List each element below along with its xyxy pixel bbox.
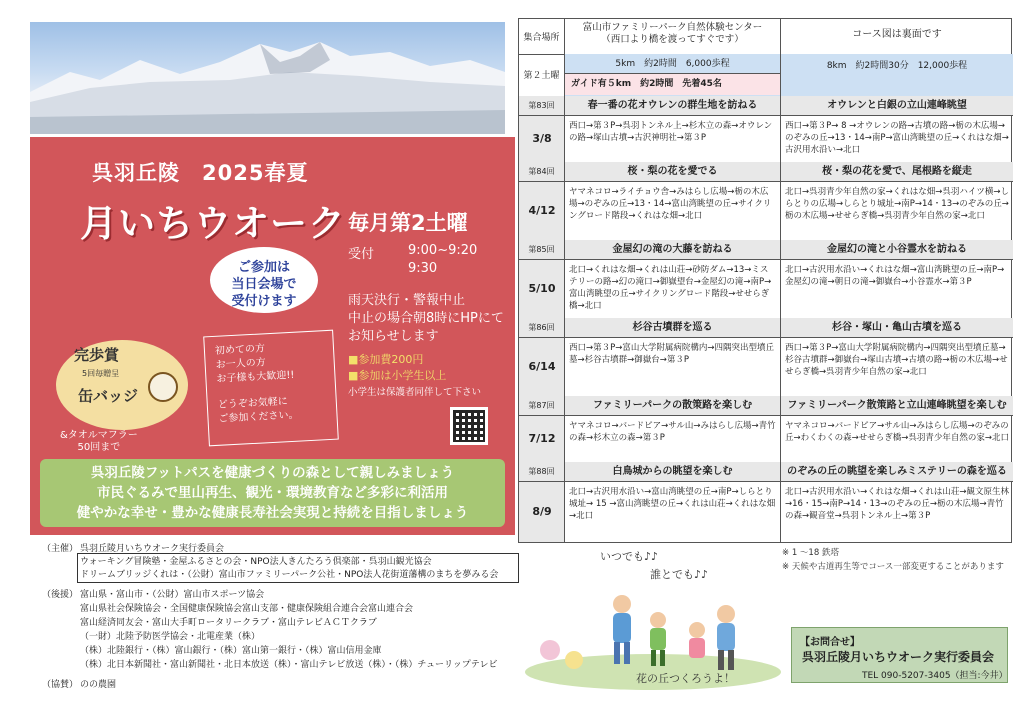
theme-8km: 金屋幻の滝と小谷霊水を訪ねる [781, 240, 1013, 260]
inquiry-org: 呉羽丘陵月いちウオーク実行委員会 [802, 650, 995, 664]
theme-5km: 桜・梨の花を愛でる [565, 162, 780, 182]
note-line: 初めての方 [214, 343, 266, 357]
theme-5km: 金屋幻の滝の大藤を訪ねる [565, 240, 780, 260]
rain-notice: お知らせします [348, 329, 439, 344]
route-8km-cell [781, 240, 1013, 318]
route-8km: 北口→古沢用水沿い→くれはな畑→くれは山荘→観文原生林→16・15→南P→14・13→のぞみの丘→栃の木広場→青竹の森→観音堂→呉羽トンネル上→第３P [785, 487, 1009, 521]
towel-line: 50回まで [77, 442, 121, 453]
age-limit: ■参加は小学生以上 [348, 369, 447, 382]
poster-subtitle: 呉羽丘陵 2025春夏 [92, 161, 309, 185]
schedule-row [518, 96, 1012, 162]
route-8km: 北口→呉羽青少年自然の家→くれはな畑→呉羽ハイツ横→しらとりの広場→しらとり城址→南P→14・13→のぞみの丘→栃の木広場→せせらぎ橋→呉羽青少年自然の家→北口 [785, 187, 1009, 221]
route-8km-cell [781, 462, 1013, 542]
qr-code[interactable] [450, 407, 488, 445]
supporter: （株）北日本新聞社・富山新聞社・北日本放送（株）・富山テレビ放送（株）・（株）チューリップテレビ [80, 660, 498, 670]
award-sub: 5回毎贈呈 [82, 369, 120, 378]
mission-box [40, 459, 505, 527]
speech-text: 誰とでも♪♪ [650, 568, 709, 581]
walk-number: 第85回 [519, 240, 564, 260]
note-line: どうぞお気軽に [217, 396, 289, 411]
route-5km-cell [565, 396, 781, 462]
host-label: （主催） [42, 544, 79, 554]
schedule-row [518, 462, 1012, 542]
award-title: 完歩賞 [74, 346, 120, 364]
route-5km-cell [565, 240, 781, 318]
towel-line: &タオルマフラー [60, 430, 138, 441]
mission-line: 呉羽丘陵フットパスを健康づくりの森として親しみましょう [90, 465, 455, 481]
mountain-photo [30, 22, 505, 134]
onsite-registration-bubble [210, 247, 318, 313]
award-badge-ellipse [56, 340, 188, 430]
route-8km-cell [781, 396, 1013, 462]
divider [518, 542, 1012, 543]
route-5km: 北口→古沢用水沿い→富山湾眺望の丘→南P→しらとり城址→ 15 →富山湾眺望の丘→くれは山荘→くれはな畑→北口 [569, 487, 776, 521]
theme-5km: ファミリーパークの散策路を楽しむ [565, 396, 780, 416]
welcome-note [203, 330, 339, 447]
bubble-line: 当日会場で [231, 277, 297, 292]
route-8km: 北口→古沢用水沿い→くれはな畑→富山湾眺望の丘→南P→金屋幻の滝→朝日の滝→御嶽台→小谷霊水→第３P [785, 265, 1005, 287]
course-5km [565, 54, 781, 96]
theme-5km: 白鳥城からの眺望を楽しむ [565, 462, 780, 482]
route-8km: ヤマネコロ→バードピア→サル山→みはらし広場→のぞみの丘→わくわくの森→せせらぎ橋→呉羽青少年自然の家→北口 [785, 421, 1009, 443]
meeting-row [518, 18, 1012, 54]
supporter: 富山県・富山市・（公財）富山市スポーツ協会 [80, 590, 265, 600]
schedule-row [518, 318, 1012, 396]
start-time: 9:30 [408, 261, 438, 276]
walk-date: 7/12 [528, 432, 556, 445]
route-5km: ヤマネコロ→ライチョウ舎→みはらし広場→栃の木広場→のぞみの丘→13・14→富山湾眺望の丘→サイクリングロード階段→くれはな畑→北口 [569, 187, 772, 221]
fee: ■参加費200円 [348, 353, 424, 366]
walk-date: 6/14 [528, 360, 556, 373]
speech-text: いつでも♪♪ [600, 550, 659, 563]
supporter: （株）北陸銀行・（株）富山銀行・（株）富山第一銀行・（株）富山信用金庫 [80, 646, 382, 656]
schedule-row [518, 162, 1012, 240]
walk-date: 8/9 [532, 505, 552, 518]
coop: のの農園 [80, 680, 117, 690]
course-row [518, 54, 1012, 96]
walk-number: 第86回 [519, 318, 564, 338]
inquiry-label: 【お問合せ】 [800, 637, 860, 648]
course-5km-guide: ガイド有５km 約2時間 先着45名 [565, 74, 780, 95]
walk-number: 第83回 [519, 96, 564, 116]
walk-date: 3/8 [532, 132, 552, 145]
host-main: 呉羽丘陵月いちウオーク実行委員会 [80, 544, 225, 554]
event-poster [30, 137, 515, 535]
host-members: ウォーキング冒険塾・金屋ふるさとの会・NPO法人きんたろう倶楽部・呉羽山観光協会 [80, 557, 432, 567]
theme-8km: のぞみの丘の眺望を楽しみミステリーの森を巡る [781, 462, 1013, 482]
route-5km: 西口→第３P→富山大学附属病院構内→四隅突出型墳丘墓→杉谷古墳群→御嶽台→第３P [569, 343, 774, 365]
tower-footnote: ※ 1 ～18 鉄塔 [782, 548, 839, 558]
row-label-cell [519, 462, 565, 542]
row-label-cell [519, 396, 565, 462]
poster-title: 月いちウオーク [80, 202, 346, 245]
mission-line: 健やかな幸せ・豊かな健康長寿社会実現と持続を目指しましょう [76, 505, 469, 521]
theme-8km: 杉谷・塚山・亀山古墳を巡る [781, 318, 1013, 338]
theme-8km: ファミリーパーク散策路と立山連峰眺望を楽しむ [781, 396, 1013, 416]
bubble-line: 受付けます [231, 294, 297, 309]
inquiry-box [791, 627, 1008, 683]
course-5km-label: 5km 約2時間 6,000歩程 [565, 54, 780, 74]
route-5km-cell [565, 318, 781, 396]
course-8km: 8km 約2時間30分 12,000歩程 [781, 54, 1013, 96]
supporter: （一財）北陸予防医学協会・北電産業（株） [80, 632, 261, 642]
reception-time: 9:00~9:20 [408, 243, 478, 258]
note-line: お一人の方 [215, 357, 266, 371]
support-label: （後援） [42, 590, 79, 600]
schedule-row [518, 396, 1012, 462]
schedule-row [518, 240, 1012, 318]
meet-label: 集合場所 [519, 19, 565, 54]
meet-sub: （西口より橋を渡ってすぐです） [601, 34, 744, 45]
coop-label: （協賛） [42, 680, 79, 690]
mission-line: 市民ぐるみで里山再生、観光・環境教育など多彩に利活用 [97, 485, 448, 501]
change-footnote: ※ 天候や古道再生等でコース一部変更することがあります [782, 562, 1004, 572]
monthly-label: 毎月第2土曜 [348, 211, 468, 235]
map-note: コース図は裏面です [852, 29, 942, 40]
supporter: 富山経済同友会・富山大手町ロータリークラブ・富山テレビＡＣＴクラブ [80, 618, 377, 628]
reception-label: 受付 [348, 247, 375, 262]
meet-place: 富山市ファミリーパーク自然体験センター [582, 22, 763, 33]
route-5km: ヤマネコロ→バードピア→サル山→みはらし広場→青竹の森→杉木立の森→第３P [569, 421, 776, 443]
route-5km: 西口→第３P→呉羽トンネル上→杉木立の森→オウレンの路→塚山古墳→古沢神明社→第３P [569, 121, 773, 143]
route-8km-cell [781, 318, 1013, 396]
theme-5km: 杉谷古墳群を巡る [565, 318, 780, 338]
day-label: 第２土曜 [519, 54, 565, 96]
meet-place-cell [565, 19, 781, 54]
walk-number: 第88回 [519, 462, 564, 482]
host-members: ドリームブリッジくれは・（公財）富山市ファミリーパーク公社・NPO法人花街道藩構のまちを夢みる会 [80, 570, 499, 580]
walk-number: 第87回 [519, 396, 564, 416]
rain-notice: 雨天決行・警報中止 [348, 293, 466, 308]
row-label-cell [519, 318, 565, 396]
award-badge: 缶バッジ [78, 387, 139, 405]
walk-date: 4/12 [528, 204, 556, 217]
row-label-cell [519, 96, 565, 162]
note-line: ご参加ください。 [218, 409, 299, 425]
theme-8km: 桜・梨の花を愛で、尾根路を縦走 [781, 162, 1013, 182]
route-5km-cell [565, 162, 781, 240]
route-8km: 西口→第３P→富山大学附属病院構内→四隅突出型墳丘墓→杉谷古墳群→御嶽台→塚山古墳→古墳の路→栃の木広場→せせらぎ橋→呉羽青少年自然の家→北口 [785, 343, 1008, 377]
towel-note [60, 430, 138, 454]
guardian-note: 小学生は保護者同伴して下さい [348, 387, 482, 398]
theme-8km: オウレンと白銀の立山連峰眺望 [781, 96, 1013, 116]
badge-icon [148, 372, 178, 402]
route-5km: 北口→くれはな畑→くれは山荘→砂防ダム→13→ミステリーの路→幻の滝口→御嶽望台→金屋幻の滝→南P→富山湾眺望の丘→サイクリングロード階段→せせらぎ橋→北口 [569, 265, 772, 311]
bubble-line: ご参加は [237, 260, 290, 275]
walk-number: 第84回 [519, 162, 564, 182]
route-8km-cell [781, 162, 1013, 240]
theme-5km: 春一番の花オウレンの群生地を訪ねる [565, 96, 780, 116]
note-line: お子様も大歓迎!! [216, 369, 295, 385]
walk-date: 5/10 [528, 282, 556, 295]
rain-notice: 中止の場合朝8時にHPにて [348, 311, 504, 326]
route-5km-cell [565, 462, 781, 542]
inquiry-phone[interactable]: TEL 090-5207-3405（担当:今井） [862, 671, 1008, 681]
row-label-cell [519, 240, 565, 318]
route-8km-cell [781, 96, 1013, 162]
route-8km: 西口→第３P→ 8 →オウレンの路→古墳の路→栃の木広場→のぞみの丘→13・14→南P→富山湾眺望の丘→くれはな畑→古沢用水沿い→北口 [785, 121, 1009, 155]
speech-text: 花の丘つくろうよ！ [636, 672, 735, 685]
route-5km-cell [565, 96, 781, 162]
row-label-cell [519, 162, 565, 240]
supporter: 富山県社会保険協会・全国健康保険協会富山支部・健康保険組合連合会富山連合会 [80, 604, 414, 614]
